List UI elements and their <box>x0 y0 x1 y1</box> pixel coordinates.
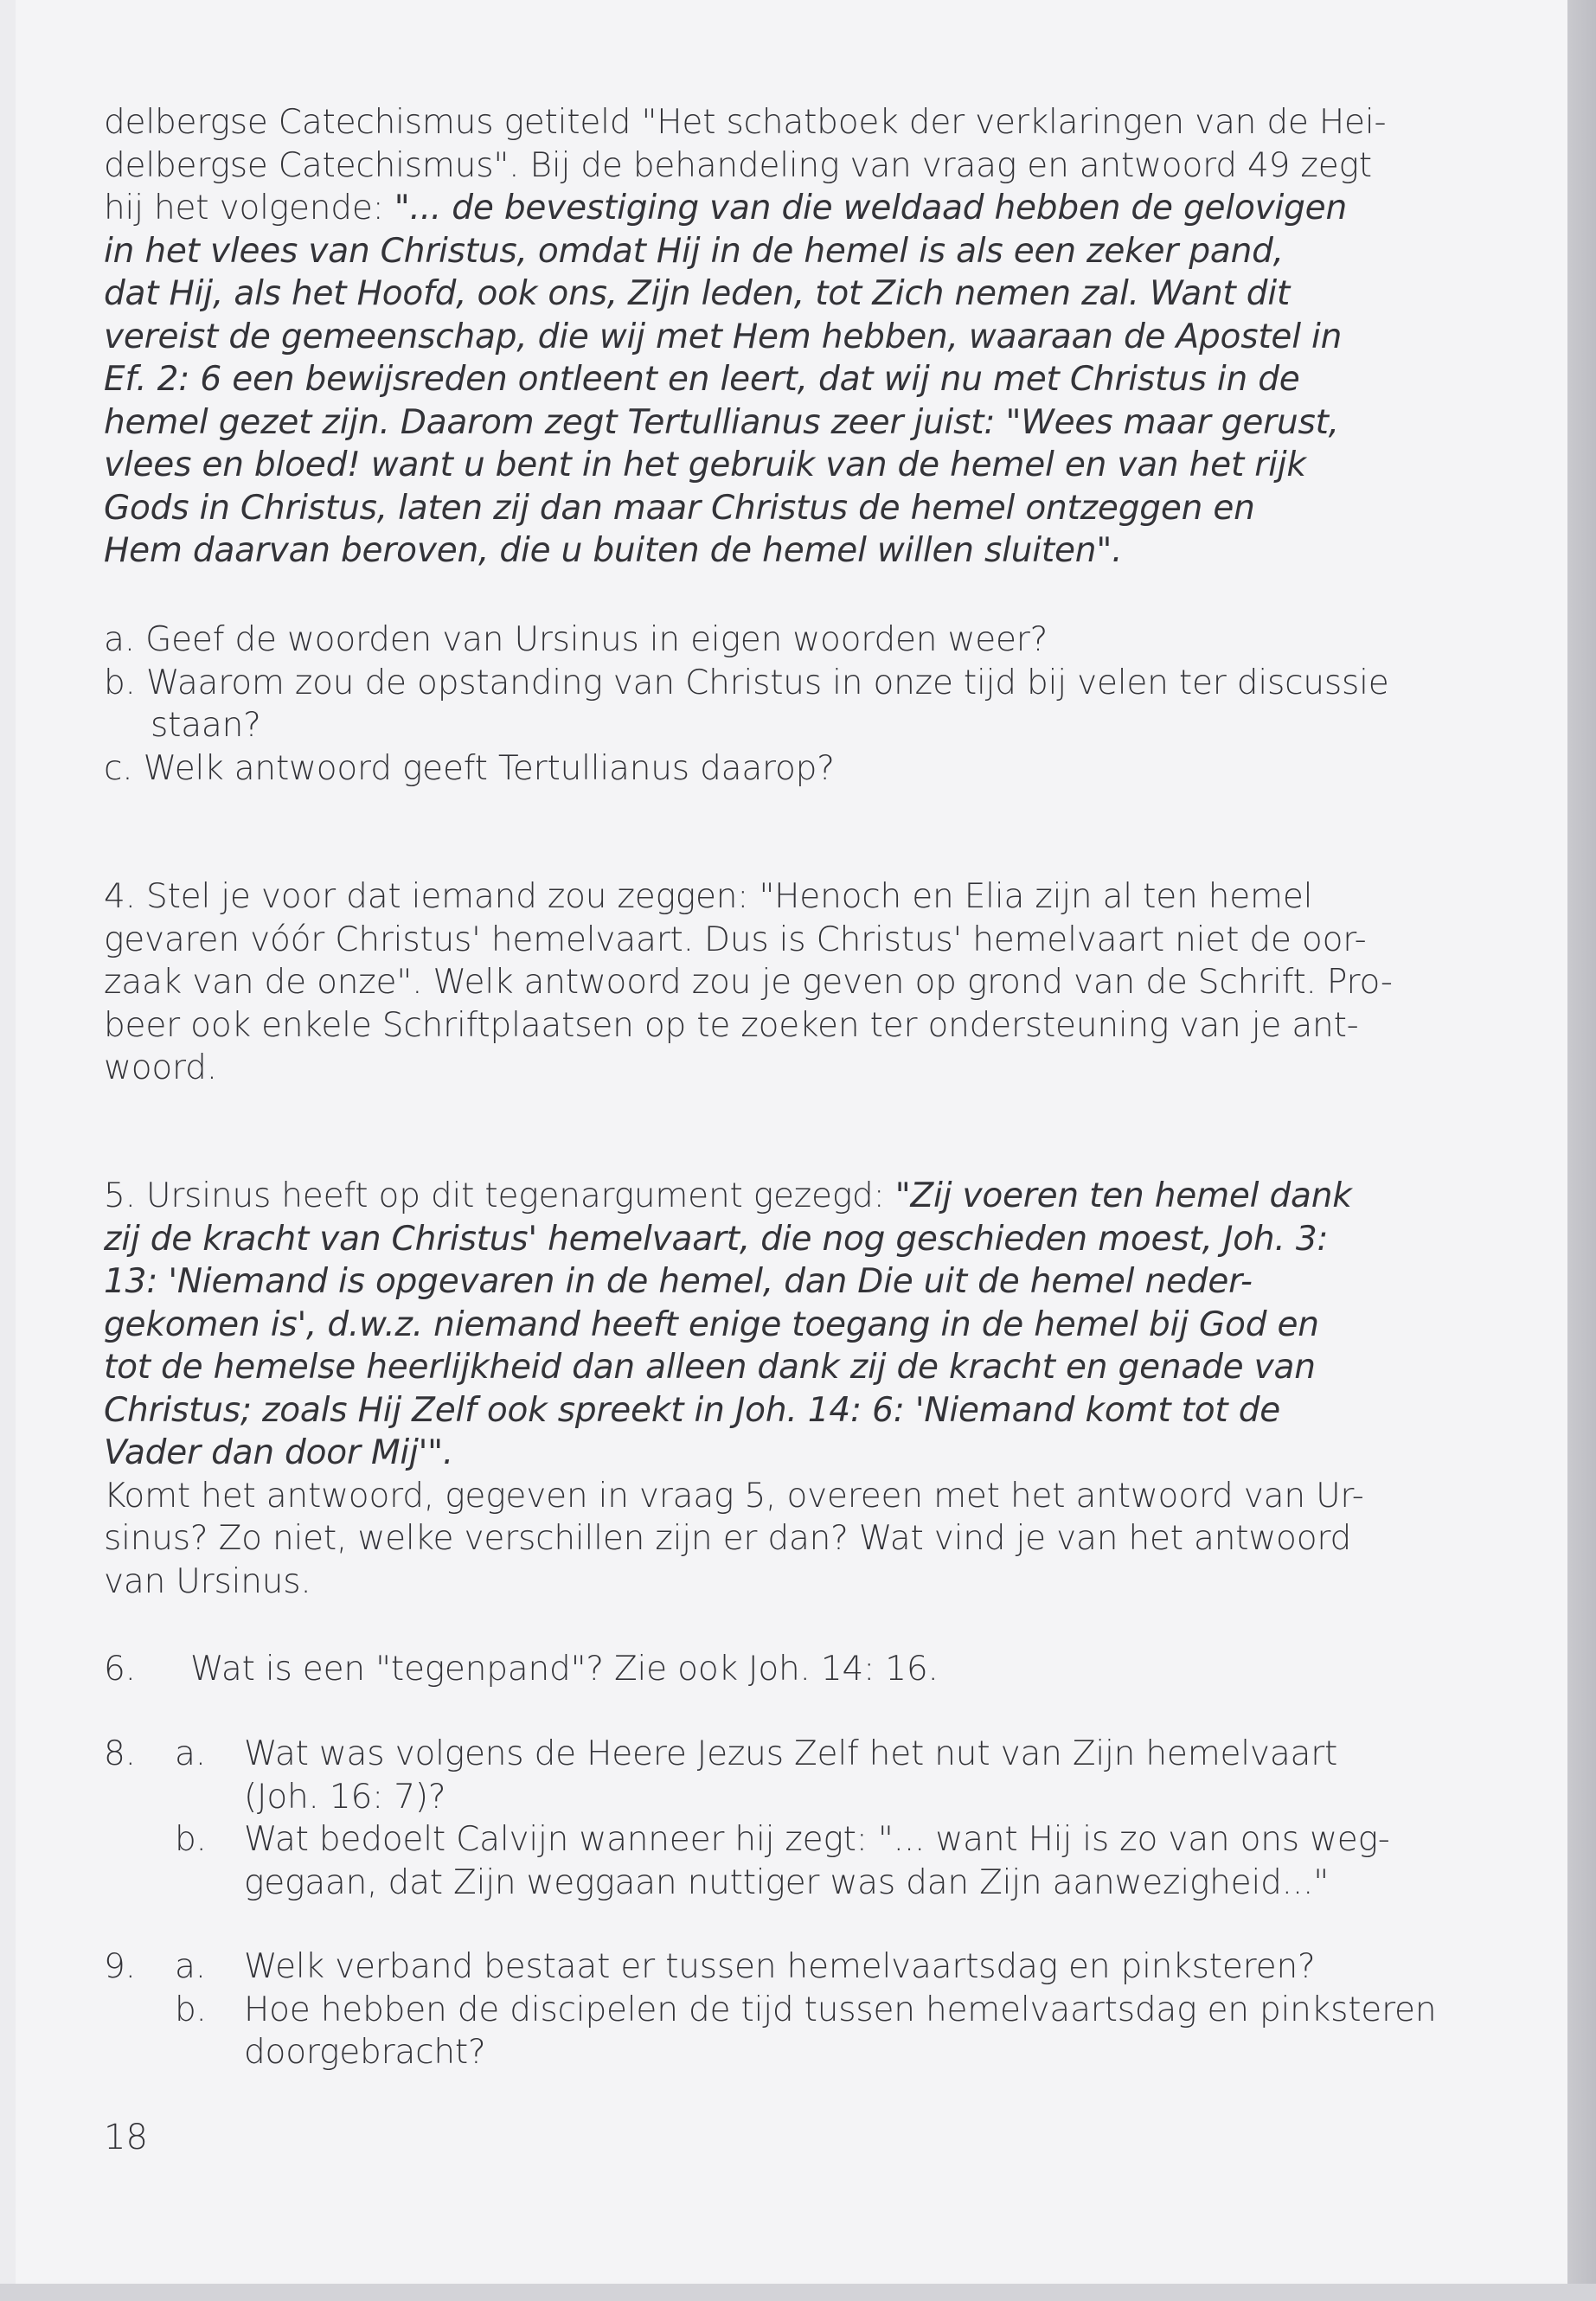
sub-question-text: (Joh. 16: 7)? <box>244 1777 446 1817</box>
question-row <box>104 1818 1436 1862</box>
question-number: 8. <box>104 1734 136 1773</box>
text-line: delbergse Catechismus getiteld "Het schatboek der verklaringen van de Hei- <box>104 103 1387 142</box>
quote-line: gekomen is', d.w.z. niemand heeft enige toegang in de hemel bij God en <box>104 1304 1319 1344</box>
quote-line: 13: 'Niemand is opgevaren in de hemel, dan Die uit de hemel neder- <box>104 1262 1253 1301</box>
text-line: 4. Stel je voor dat iemand zou zeggen: "Henoch en Elia zijn al ten hemel <box>104 877 1313 916</box>
quote-fragment: "... de bevestiging van die weldaad hebben de gelovigen <box>394 189 1347 228</box>
quote-line: vereist de gemeenschap, die wij met Hem hebben, waaraan de Apostel in <box>104 317 1343 356</box>
page-number: 18 <box>104 2118 148 2157</box>
quote-line: Hem daarvan beroven, die u buiten de hemel willen sluiten". <box>104 531 1123 570</box>
quote-line: dat Hij, als het Hoofd, ook ons, Zijn leden, tot Zich nemen zal. Want dit <box>104 274 1291 313</box>
question-number: 9. <box>104 1947 136 1986</box>
sub-question-text: Wat bedoelt Calvijn wanneer hij zegt: "... want Hij is zo van ons weg- <box>244 1820 1390 1859</box>
question-number: 6. <box>104 1650 136 1689</box>
sub-question-text: Hoe hebben de discipelen de tijd tussen hemelvaartsdag en pinksteren <box>244 1990 1437 2029</box>
text-line: Komt het antwoord, gegeven in vraag 5, overeen met het antwoord van Ur- <box>104 1476 1364 1516</box>
text-line: woord. <box>104 1048 217 1087</box>
quote-line: hemel gezet zijn. Daarom zegt Tertullianus zeer juist: "Wees maar gerust, <box>104 402 1339 442</box>
text-line: delbergse Catechismus". Bij de behandeling van vraag en antwoord 49 zegt <box>104 145 1372 185</box>
question-4 <box>104 875 1436 1090</box>
sub-letter: a. <box>175 1734 206 1773</box>
scan-edge-left <box>0 0 16 2301</box>
quote-line: Gods in Christus, laten zij dan maar Christus de hemel ontzeggen en <box>104 488 1255 528</box>
question-row <box>104 1989 1436 2032</box>
quote-line: Christus; zoals Hij Zelf ook spreekt in Joh. 14: 6: 'Niemand komt tot de <box>104 1390 1281 1430</box>
question-b: b. Waarom zou de opstanding van Christus in onze tijd bij velen ter discussie <box>104 663 1389 702</box>
question-row <box>104 1945 1436 1989</box>
quote-line: zij de kracht van Christus' hemelvaart, die nog geschieden moest, Joh. 3: <box>104 1219 1329 1259</box>
question-row <box>104 1648 1436 1691</box>
text-line: zaak van de onze". Welk antwoord zou je geven op grond van de Schrift. Pro- <box>104 963 1393 1002</box>
scan-edge-bottom <box>0 2284 1596 2301</box>
text-fragment: 5. Ursinus heeft op dit tegenargument gezegd: <box>104 1176 895 1215</box>
question-row <box>104 1733 1436 1776</box>
intro-paragraph <box>104 101 1436 573</box>
question-b-continued: staan? <box>151 706 261 745</box>
quote-fragment: "Zij voeren ten hemel dank <box>894 1176 1352 1215</box>
sub-letter: b. <box>175 1990 207 2029</box>
text-line: beer ook enkele Schriftplaatsen op te zoeken ter ondersteuning van je ant- <box>104 1005 1359 1045</box>
quote-line: in het vlees van Christus, omdat Hij in de hemel is als een zeker pand, <box>104 231 1284 271</box>
text-line: gevaren vóór Christus' hemelvaart. Dus is Christus' hemelvaart niet de oor- <box>104 920 1367 959</box>
question-text: Wat is een "tegenpand"? Zie ook Joh. 14: 16. <box>190 1650 939 1689</box>
quote-line: vlees en bloed! want u bent in het gebruik van de hemel en van het rijk <box>104 445 1306 484</box>
quote-line: Ef. 2: 6 een bewijsreden ontleent en leert, dat wij nu met Christus in de <box>104 360 1300 399</box>
sub-letter: b. <box>175 1820 207 1859</box>
question-6 <box>104 1648 1436 1691</box>
sub-question-text: gegaan, dat Zijn weggaan nuttiger was dan Zijn aanwezigheid..." <box>244 1862 1329 1902</box>
question-5 <box>104 1175 1436 1603</box>
text-line: sinus? Zo niet, welke verschillen zijn er dan? Wat vind je van het antwoord <box>104 1519 1352 1558</box>
sub-question-text: Wat was volgens de Heere Jezus Zelf het nut van Zijn hemelvaart <box>244 1734 1338 1773</box>
question-row <box>104 1776 1436 1819</box>
questions-abc <box>104 619 1436 790</box>
sub-letter: a. <box>175 1947 206 1986</box>
text-line <box>104 1175 1436 1218</box>
question-a: a. Geef de woorden van Ursinus in eigen woorden weer? <box>104 620 1048 659</box>
sub-question-text: doorgebracht? <box>244 2033 486 2072</box>
scan-edge-right <box>1567 0 1596 2301</box>
question-9 <box>104 1945 1436 2074</box>
question-row <box>104 1862 1436 1905</box>
quote-line: Vader dan door Mij'". <box>104 1433 454 1472</box>
question-8 <box>104 1733 1436 1904</box>
text-line <box>104 187 1436 230</box>
question-row <box>104 2031 1436 2074</box>
text-line: van Ursinus. <box>104 1561 311 1601</box>
text-fragment: hij het volgende: <box>104 189 394 228</box>
sub-question-text: Welk verband bestaat er tussen hemelvaartsdag en pinksteren? <box>244 1947 1316 1986</box>
question-c: c. Welk antwoord geeft Tertullianus daarop? <box>104 748 835 788</box>
quote-line: tot de hemelse heerlijkheid dan alleen dank zij de kracht en genade van <box>104 1348 1316 1387</box>
